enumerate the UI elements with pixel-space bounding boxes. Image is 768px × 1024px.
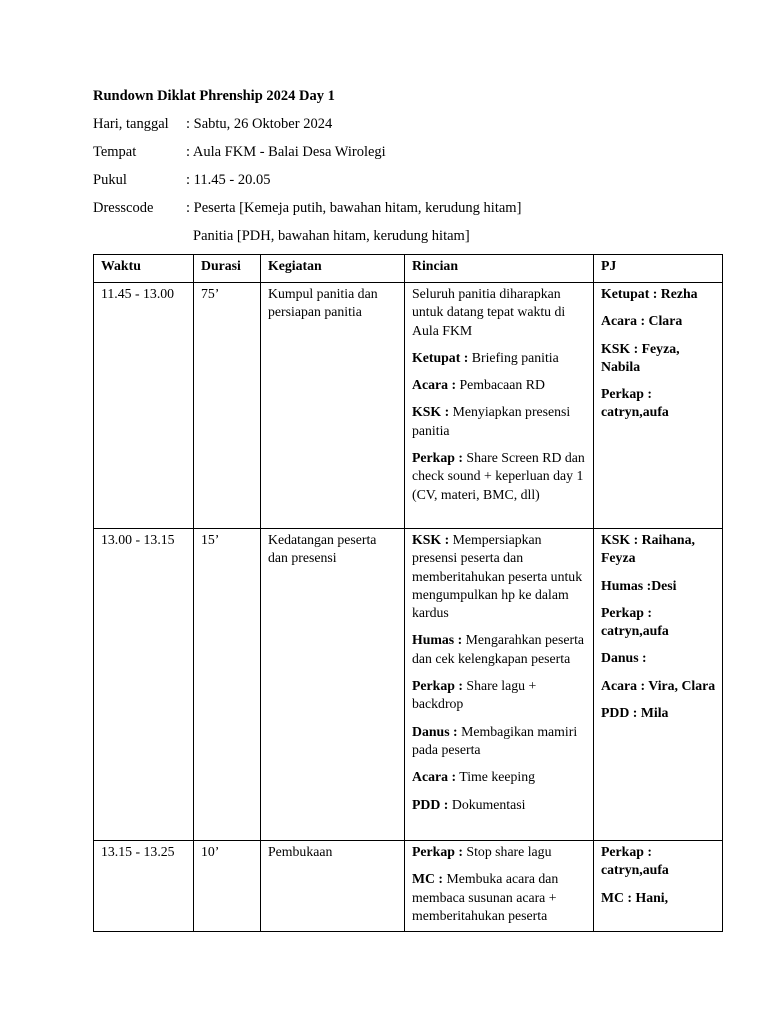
cell-waktu: 13.15 - 13.25 <box>94 841 194 932</box>
rincian-item <box>412 677 587 714</box>
pj-item: Perkap : catryn,aufa <box>601 844 669 878</box>
pj-item: Danus : <box>601 650 647 666</box>
pj-item: Humas :Desi <box>601 577 677 593</box>
rincian-role: MC : <box>412 871 444 887</box>
rincian-role: Ketupat : <box>412 349 469 365</box>
cell-waktu: 11.45 - 13.00 <box>94 283 194 529</box>
rincian-item <box>412 285 587 340</box>
table-row <box>94 283 723 529</box>
rincian-text: Time keeping <box>456 769 536 785</box>
header-waktu: Waktu <box>94 255 194 283</box>
rincian-text: Seluruh panitia diharapkan untuk datang tepat waktu di Aula FKM <box>412 286 566 338</box>
table-row <box>94 529 723 841</box>
pj-item: KSK : Feyza, Nabila <box>601 340 680 374</box>
cell-rincian <box>405 841 594 932</box>
rundown-table <box>93 254 723 932</box>
rincian-text: Share lagu + backdrop <box>412 678 537 712</box>
cell-durasi: 75’ <box>194 283 261 529</box>
dresscode-panitia: Panitia [PDH, bawahan hitam, kerudung hitam] <box>193 228 470 244</box>
cell-pj <box>594 529 723 841</box>
meta-value: : Peserta [Kemeja putih, bawahan hitam, kerudung hitam] <box>186 200 522 216</box>
document-title: Rundown Diklat Phrenship 2024 Day 1 <box>93 88 335 104</box>
rincian-role: Perkap : <box>412 678 463 694</box>
meta-tempat <box>93 144 386 161</box>
cell-durasi: 10’ <box>194 841 261 932</box>
rincian-text: Dokumentasi <box>448 796 526 812</box>
table-header-row <box>94 255 723 283</box>
rincian-role: Acara : <box>412 377 457 393</box>
rincian-text: Mempersiapkan presensi peserta dan memberitahukan peserta untuk mengumpulkan hp ke dalam kardus <box>412 532 583 621</box>
pj-item: Acara : Clara <box>601 313 683 329</box>
meta-label: Hari, tanggal <box>93 116 169 132</box>
rincian-item <box>412 531 587 622</box>
header-durasi: Durasi <box>194 255 261 283</box>
cell-rincian <box>405 283 594 529</box>
rincian-item <box>412 768 587 786</box>
rincian-text: Menyiapkan presensi panitia <box>412 404 571 438</box>
meta-hari-tanggal <box>93 116 332 133</box>
rincian-role: PDD : <box>412 796 449 812</box>
pj-item: Acara : Vira, Clara <box>601 677 716 693</box>
rincian-text: Membuka acara dan membaca susunan acara + memberitahukan peserta <box>412 871 559 923</box>
rincian-text: Pembacaan RD <box>456 377 545 393</box>
table-row <box>94 841 723 932</box>
cell-kegiatan: Pembukaan <box>261 841 405 932</box>
rincian-role: Perkap : <box>412 450 463 466</box>
rincian-item <box>412 449 587 504</box>
cell-pj <box>594 283 723 529</box>
rincian-role: Danus : <box>412 723 458 739</box>
pj-item: Ketupat : Rezha <box>601 286 698 301</box>
pj-item: Perkap : catryn,aufa <box>601 386 669 420</box>
cell-kegiatan: Kumpul panitia dan persiapan panitia <box>261 283 405 529</box>
meta-pukul <box>93 172 270 189</box>
rincian-item <box>412 796 587 814</box>
rincian-item <box>412 723 587 760</box>
pj-item: Perkap : catryn,aufa <box>601 604 669 639</box>
cell-rincian <box>405 529 594 841</box>
rincian-role: KSK : <box>412 532 450 547</box>
rincian-role: Acara : <box>412 769 457 785</box>
meta-label: Pukul <box>93 172 127 188</box>
pj-item: KSK : Raihana, Feyza <box>601 532 695 566</box>
rincian-item <box>412 403 587 440</box>
rincian-item <box>412 349 587 367</box>
rincian-item <box>412 631 587 668</box>
rincian-role: Perkap : <box>412 844 463 859</box>
rincian-item <box>412 843 587 861</box>
meta-label: Dresscode <box>93 200 154 216</box>
meta-value: : Aula FKM - Balai Desa Wirolegi <box>186 144 386 160</box>
cell-kegiatan: Kedatangan peserta dan presensi <box>261 529 405 841</box>
rincian-text: Mengarahkan peserta dan cek kelengkapan peserta <box>412 632 585 666</box>
meta-dresscode <box>93 200 521 217</box>
header-rincian: Rincian <box>405 255 594 283</box>
rincian-text: Stop share lagu <box>462 844 552 859</box>
pj-item: PDD : Mila <box>601 705 669 721</box>
cell-pj <box>594 841 723 932</box>
rincian-text: Briefing panitia <box>468 349 559 365</box>
cell-durasi: 15’ <box>194 529 261 841</box>
rincian-role: Humas : <box>412 632 463 648</box>
header-kegiatan: Kegiatan <box>261 255 405 283</box>
rincian-role: KSK : <box>412 404 450 420</box>
rincian-item <box>412 870 587 925</box>
rincian-text: Share Screen RD dan check sound + keperluan day 1 (CV, materi, BMC, dll) <box>412 450 585 502</box>
rincian-text: Membagikan mamiri pada peserta <box>412 723 578 757</box>
header-pj: PJ <box>594 255 723 283</box>
meta-label: Tempat <box>93 144 137 160</box>
pj-item: MC : Hani, <box>601 889 669 905</box>
meta-value: : Sabtu, 26 Oktober 2024 <box>186 116 333 132</box>
cell-waktu: 13.00 - 13.15 <box>94 529 194 841</box>
rincian-item <box>412 376 587 394</box>
meta-value: : 11.45 - 20.05 <box>186 172 271 188</box>
